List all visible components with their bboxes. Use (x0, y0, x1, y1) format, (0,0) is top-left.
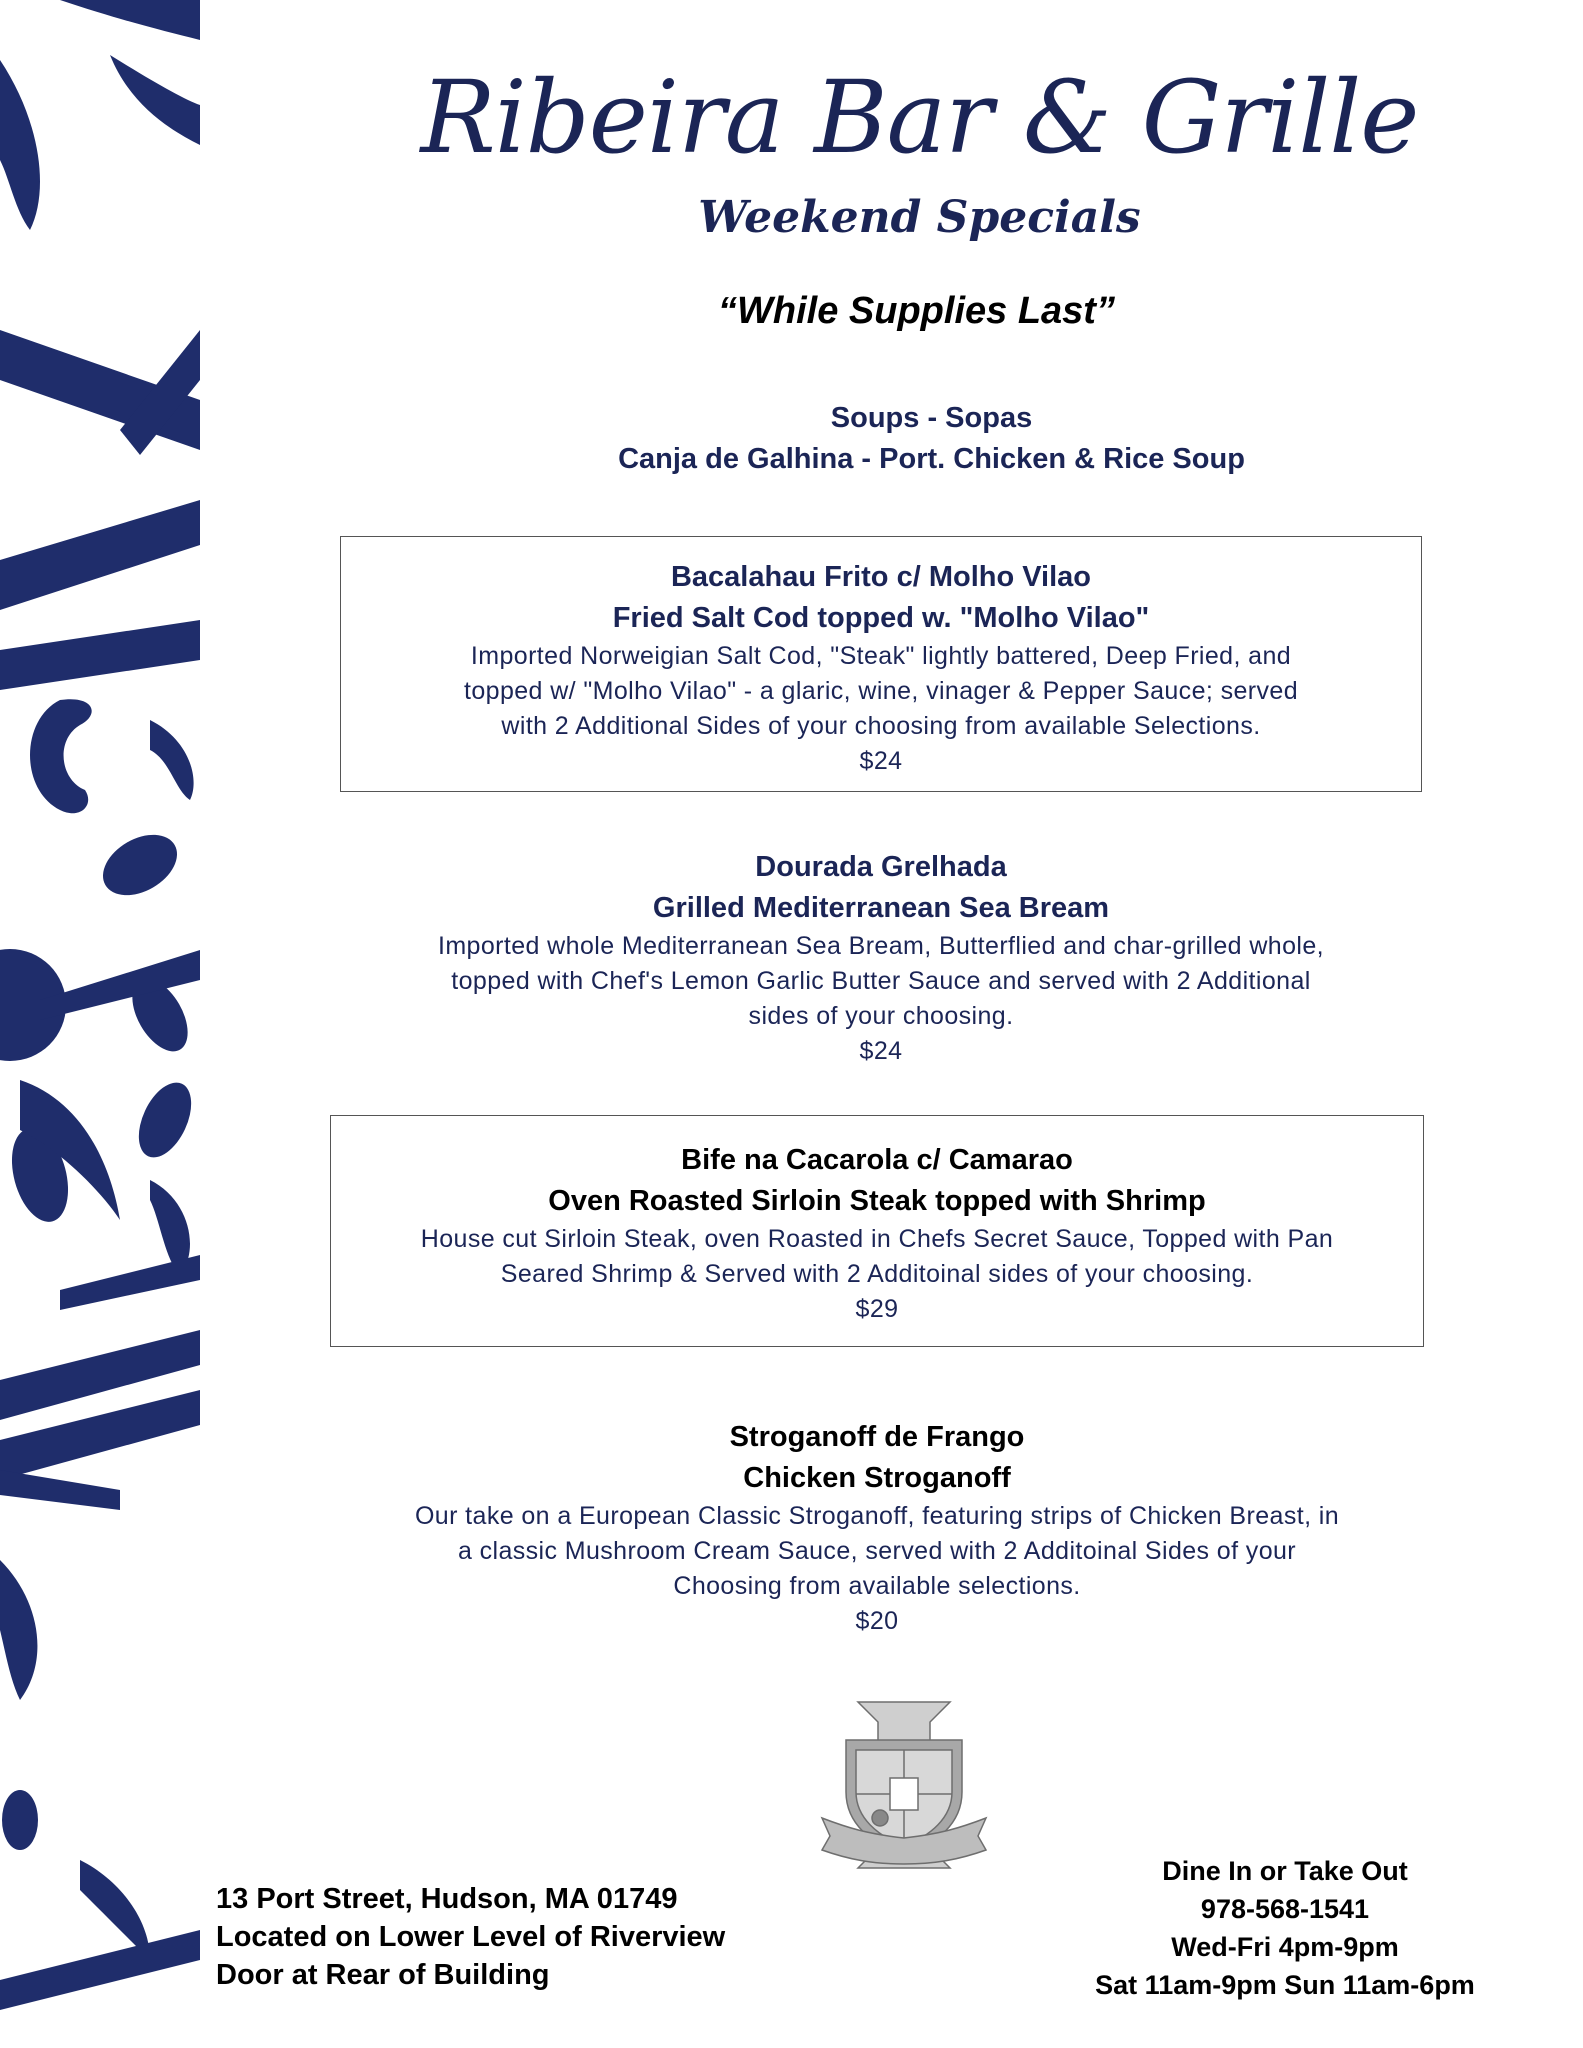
crest-emblem-icon (818, 1700, 990, 1870)
item-description: Imported whole Mediterranean Sea Bream, Butterflied and char-grilled whole, topped with Chef's Lemon Garlic Butter Sauce and served with 2 Additional sides of your choosing. (437, 932, 1324, 1030)
soups-section (200, 398, 1583, 480)
hours-weekend: Sat 11am-9pm Sun 11am-6pm (1095, 1970, 1475, 2000)
service-type: Dine In or Take Out (1162, 1856, 1408, 1886)
menu-subtitle: Weekend Specials (698, 192, 1141, 243)
item-price: $24 (859, 1037, 903, 1065)
item-price: $29 (855, 1295, 899, 1323)
side-tile-pattern (0, 0, 200, 2048)
item-description: House cut Sirloin Steak, oven Roasted in Chefs Secret Sauce, Topped with Pan Seared Shrimp & Served with 2 Additoinal sides of your choosing. (420, 1225, 1334, 1288)
item-price: $24 (859, 747, 903, 775)
hours-block (1060, 1852, 1510, 2004)
address-street: 13 Port Street, Hudson, MA 01749 (216, 1883, 678, 1915)
item-description: Imported Norweigian Salt Cod, "Steak" lightly battered, Deep Fried, and topped w/ "Molho Vilao" - a glaric, wine, vinager & Pepper Sauce; served with 2 Additional Sides of your choosing from available Selections. (463, 642, 1299, 740)
item-translation: Chicken Stroganoff (743, 1462, 1011, 1494)
soups-heading: Soups - Sopas (830, 402, 1033, 434)
item-translation: Grilled Mediterranean Sea Bream (652, 892, 1110, 924)
hours-weekday: Wed-Fri 4pm-9pm (1171, 1932, 1399, 1962)
tagline: “While Supplies Last” (718, 290, 1115, 332)
menu-item (330, 1115, 1424, 1347)
address-block (216, 1880, 725, 1994)
menu-item (340, 536, 1422, 792)
menu-item (340, 847, 1422, 1077)
item-name: Dourada Grelhada (755, 851, 1007, 883)
item-translation: Oven Roasted Sirloin Steak topped with Shrimp (548, 1185, 1206, 1217)
menu-item (320, 1417, 1434, 1647)
address-location: Located on Lower Level of Riverview (216, 1921, 726, 1953)
item-name: Bife na Cacarola c/ Camarao (681, 1144, 1073, 1176)
phone-number: 978-568-1541 (1200, 1894, 1370, 1924)
item-price: $20 (855, 1607, 899, 1635)
soup-item: Canja de Galhina - Port. Chicken & Rice Soup (618, 443, 1245, 475)
restaurant-name: Ribeira Bar & Grille (420, 59, 1419, 176)
item-description: Our take on a European Classic Stroganoff, featuring strips of Chicken Breast, in a classic Mushroom Cream Sauce, served with 2 Additoinal Sides of your Choosing from available selections. (414, 1502, 1340, 1600)
item-name: Stroganoff de Frango (729, 1421, 1025, 1453)
item-translation: Fried Salt Cod topped w. "Molho Vilao" (612, 602, 1150, 634)
item-name: Bacalahau Frito c/ Molho Vilao (670, 561, 1092, 593)
address-door: Door at Rear of Building (216, 1959, 550, 1991)
